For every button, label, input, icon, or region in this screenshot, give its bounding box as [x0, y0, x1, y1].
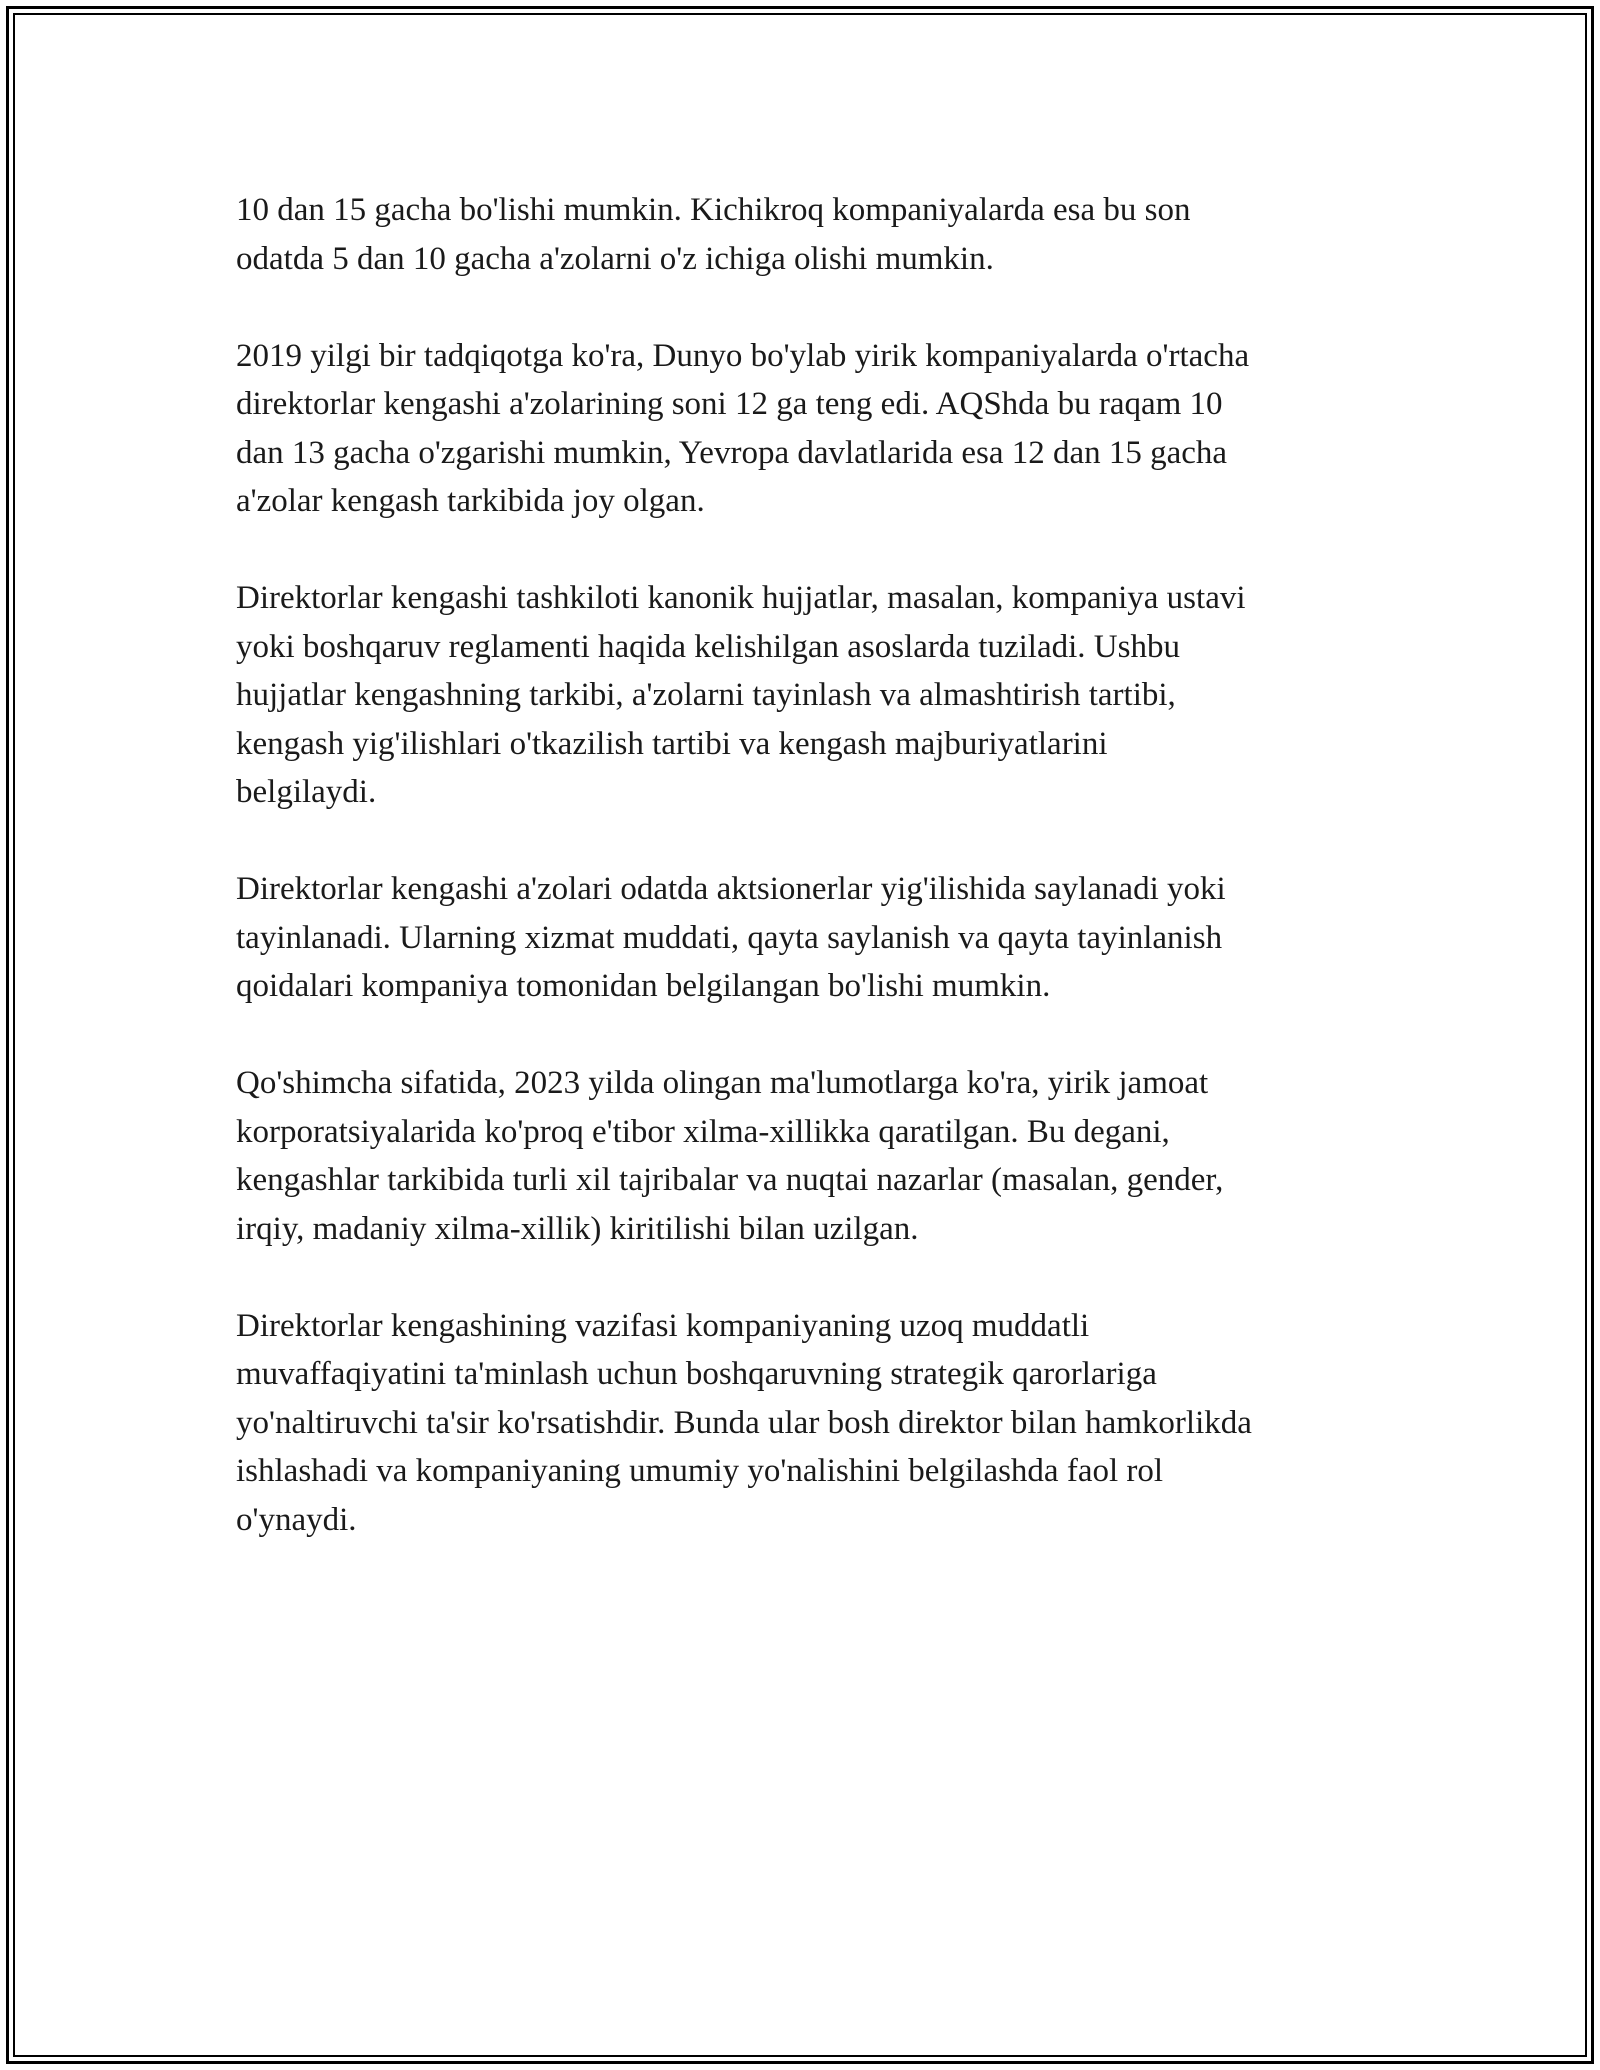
paragraph-canonical-documents: Direktorlar kengashi tashkiloti kanonik hujjatlar, masalan, kompaniya ustavi yoki boshqaruv reglamenti haqida kelishilgan asoslarda tuziladi. Ushbu hujjatlar kengashning tarkibi, a'zolarni tayinlash va almashtirish tartibi, kengash yig'ilishlari o'tkazilish tartibi va kengash majburiyatlarini belgilaydi.	[236, 580, 1246, 810]
paragraph-board-size-small-companies: 10 dan 15 gacha bo'lishi mumkin. Kichikroq kompaniyalarda esa bu son odatda 5 dan 10 gacha a'zolarni o'z ichiga olishi mumkin.	[236, 192, 1191, 277]
paragraph-2019-study: 2019 yilgi bir tadqiqotga ko'ra, Dunyo bo'ylab yirik kompaniyalarda o'rtacha direktorlar kengashi a'zolarining soni 12 ga teng edi. AQShda bu raqam 10 dan 13 gacha o'zgarishi mumkin, Yevropa davlatlarida esa 12 dan 15 gacha a'zolar kengash tarkibida joy olgan.	[236, 337, 1250, 519]
document-body	[236, 186, 1386, 1593]
paragraph-election-of-members: Direktorlar kengashi a'zolari odatda aktsionerlar yig'ilishida saylanadi yoki tayinlanadi. Ularning xizmat muddati, qayta saylanish va qayta tayinlanish qoidalari kompaniya tomonidan belgilangan bo'lishi mumkin.	[236, 871, 1226, 1004]
paragraph-board-role: Direktorlar kengashining vazifasi kompaniyaning uzoq muddatli muvaffaqiyatini ta'minlash uchun boshqaruvning strategik qarorlariga yo'naltiruvchi ta'sir ko'rsatishdir. Bunda ular bosh direktor bilan hamkorlikda ishlashadi va kompaniyaning umumiy yo'nalishini belgilashda faol rol o'ynaydi.	[236, 1307, 1252, 1538]
paragraph-2023-diversity: Qo'shimcha sifatida, 2023 yilda olingan ma'lumotlarga ko'ra, yirik jamoat korporatsiyalarida ko'proq e'tibor xilma-xillikka qaratilgan. Bu degani, kengashlar tarkibida turli xil tajribalar va nuqtai nazarlar (masalan, gender, irqiy, madaniy xilma-xillik) kiritilishi bilan uzilgan.	[236, 1065, 1224, 1247]
